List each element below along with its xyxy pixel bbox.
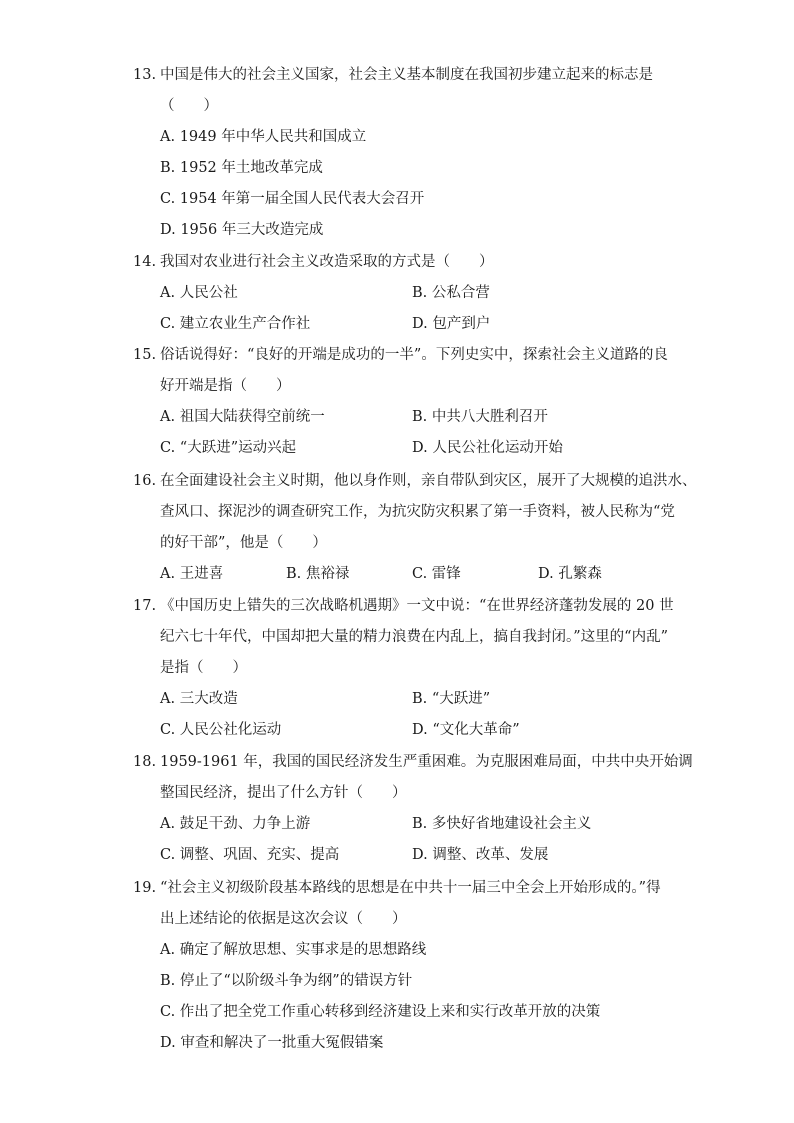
option-letter: A. (160, 285, 176, 301)
option-letter: C. (412, 566, 428, 582)
options-row (160, 559, 673, 590)
option-a (160, 122, 673, 153)
question-stem-text: 我国对农业进行社会主义改造采取的方式是（ ） (160, 254, 494, 270)
question-14 (133, 247, 673, 340)
options-list (133, 809, 673, 871)
option-b (412, 809, 664, 840)
options-list (133, 684, 673, 746)
option-d (538, 559, 664, 590)
option-text: 1949 年中华人民共和国成立 (175, 129, 367, 145)
option-text: 建立农业生产合作社 (175, 316, 311, 332)
question-number: 19. (133, 880, 157, 896)
question-number: 13. (133, 67, 157, 83)
options-row (160, 809, 673, 840)
option-c (160, 184, 673, 215)
question-stem-line: 好开端是指（ ） (160, 378, 291, 394)
options-row (160, 278, 673, 309)
option-letter: C. (160, 440, 176, 456)
option-letter: A. (160, 691, 176, 707)
option-letter: D. (412, 440, 428, 456)
question-stem-text: 《中国历史上错失的三次战略机遇期》一文中说：“在世界经济蓬勃发展的 20 世 (160, 598, 674, 614)
option-text: 作出了把全党工作重心转移到经济建设上来和实行改革开放的决策 (175, 1004, 601, 1020)
question-number: 18. (133, 754, 157, 770)
options-row (160, 309, 673, 340)
question-stem-line (133, 591, 673, 622)
question-stem-line: 的好干部”，他是（ ） (160, 535, 327, 551)
option-text: 确定了解放思想、实事求是的思想路线 (175, 942, 427, 958)
option-a (160, 809, 412, 840)
question-stem-line: 整国民经济，提出了什么方针（ ） (160, 785, 407, 801)
question-stem-text: “社会主义初级阶段基本路线的思想是在中共十一届三中全会上开始形成的。”得 (160, 880, 661, 896)
option-b (412, 278, 664, 309)
option-c (160, 997, 673, 1028)
option-d (412, 715, 664, 746)
option-letter: B. (286, 566, 302, 582)
option-text: 人民公社化运动 (175, 722, 282, 738)
option-d (412, 309, 664, 340)
option-b (160, 966, 673, 997)
question-stem-line: 是指（ ） (160, 660, 247, 676)
option-letter: D. (412, 847, 428, 863)
option-letter: B. (412, 816, 428, 832)
question-stem-line: 出上述结论的依据是这次会议（ ） (160, 911, 407, 927)
question-stem-text: 俗话说得好：“良好的开端是成功的一半”。下列史实中，探索社会主义道路的良 (160, 347, 668, 363)
option-letter: D. (412, 722, 428, 738)
question-17 (133, 591, 673, 746)
option-text: 中共八大胜利召开 (427, 409, 548, 425)
options-list (133, 559, 673, 590)
option-a (160, 559, 286, 590)
option-b (412, 402, 664, 433)
option-text: 调整、改革、发展 (427, 847, 549, 863)
options-row (160, 840, 673, 871)
question-18 (133, 747, 693, 871)
option-letter: B. (412, 285, 428, 301)
option-letter: A. (160, 942, 176, 958)
option-letter: D. (412, 316, 428, 332)
question-number: 17. (133, 598, 157, 614)
options-list (133, 935, 673, 1059)
question-number: 16. (133, 473, 157, 489)
question-stem-line (133, 340, 673, 371)
option-text: 审查和解决了一批重大冤假错案 (175, 1035, 384, 1051)
option-text: 鼓足干劲、力争上游 (175, 816, 311, 832)
option-text: 1954 年第一届全国人民代表大会召开 (175, 191, 425, 207)
option-text: 调整、巩固、充实、提高 (175, 847, 340, 863)
option-letter: C. (160, 316, 176, 332)
question-stem-text: 1959-1961 年，我国的国民经济发生严重困难。为克服困难局面，中共中央开始调 (160, 754, 693, 770)
option-letter: B. (160, 973, 176, 989)
option-a (160, 278, 412, 309)
option-b (160, 153, 673, 184)
question-number: 14. (133, 254, 157, 270)
options-row (160, 402, 673, 433)
option-letter: A. (160, 129, 176, 145)
option-d (412, 433, 664, 464)
option-d (160, 1028, 673, 1059)
option-a (160, 935, 673, 966)
option-text: 包产到户 (427, 316, 491, 332)
question-stem-line (133, 466, 697, 497)
option-c (160, 715, 412, 746)
question-stem-text: 在全面建设社会主义时期，他以身作则，亲自带队到灾区，展开了大规模的追洪水、 (160, 473, 697, 489)
question-stem-line (133, 247, 673, 278)
option-text: 孔繁森 (553, 566, 602, 582)
question-number: 15. (133, 347, 157, 363)
option-a (160, 402, 412, 433)
option-d (160, 215, 673, 246)
question-stem-line (133, 873, 673, 904)
question-stem-line: 纪六七十年代，中国却把大量的精力浪费在内乱上，搞自我封闭。”这里的“内乱” (160, 629, 668, 645)
option-text: “大跃进” (427, 691, 491, 707)
question-15 (133, 340, 673, 464)
question-19 (133, 873, 673, 1059)
option-text: 多快好省地建设社会主义 (427, 816, 592, 832)
question-16 (133, 466, 697, 590)
question-stem-line: （ ） (160, 98, 218, 114)
option-c (412, 559, 538, 590)
options-list (133, 122, 673, 246)
option-letter: C. (160, 847, 176, 863)
options-row (160, 715, 673, 746)
option-a (160, 684, 412, 715)
option-b (412, 684, 664, 715)
option-text: 祖国大陆获得空前统一 (175, 409, 325, 425)
option-text: 1956 年三大改造完成 (175, 222, 324, 238)
option-text: 人民公社化运动开始 (427, 440, 563, 456)
option-letter: B. (412, 409, 428, 425)
question-stem-line (133, 747, 693, 778)
question-stem-line (133, 60, 673, 91)
option-letter: B. (160, 160, 176, 176)
question-stem-line: 查风口、探泥沙的调查研究工作，为抗灾防灾积累了第一手资料，被人民称为“党 (160, 504, 675, 520)
option-text: “大跃进”运动兴起 (175, 440, 297, 456)
option-d (412, 840, 664, 871)
option-letter: A. (160, 816, 176, 832)
options-row (160, 684, 673, 715)
option-text: 王进喜 (175, 566, 224, 582)
question-13 (133, 60, 673, 246)
option-text: 人民公社 (175, 285, 238, 301)
option-text: 焦裕禄 (301, 566, 350, 582)
option-c (160, 433, 412, 464)
option-letter: A. (160, 409, 176, 425)
option-text: 公私合营 (427, 285, 490, 301)
option-letter: D. (160, 1035, 176, 1051)
option-c (160, 309, 412, 340)
option-text: 雷锋 (427, 566, 461, 582)
option-letter: C. (160, 1004, 176, 1020)
option-letter: C. (160, 722, 176, 738)
options-list (133, 278, 673, 340)
options-row (160, 433, 673, 464)
option-b (286, 559, 412, 590)
option-text: 停止了“以阶级斗争为纲”的错误方针 (175, 973, 413, 989)
question-stem-text: 中国是伟大的社会主义国家，社会主义基本制度在我国初步建立起来的标志是 (160, 67, 653, 83)
option-letter: D. (160, 222, 176, 238)
option-text: 三大改造 (175, 691, 238, 707)
options-list (133, 402, 673, 464)
option-text: “文化大革命” (427, 722, 520, 738)
option-letter: D. (538, 566, 554, 582)
option-text: 1952 年土地改革完成 (175, 160, 323, 176)
option-letter: A. (160, 566, 176, 582)
option-letter: C. (160, 191, 176, 207)
option-c (160, 840, 412, 871)
option-letter: B. (412, 691, 428, 707)
